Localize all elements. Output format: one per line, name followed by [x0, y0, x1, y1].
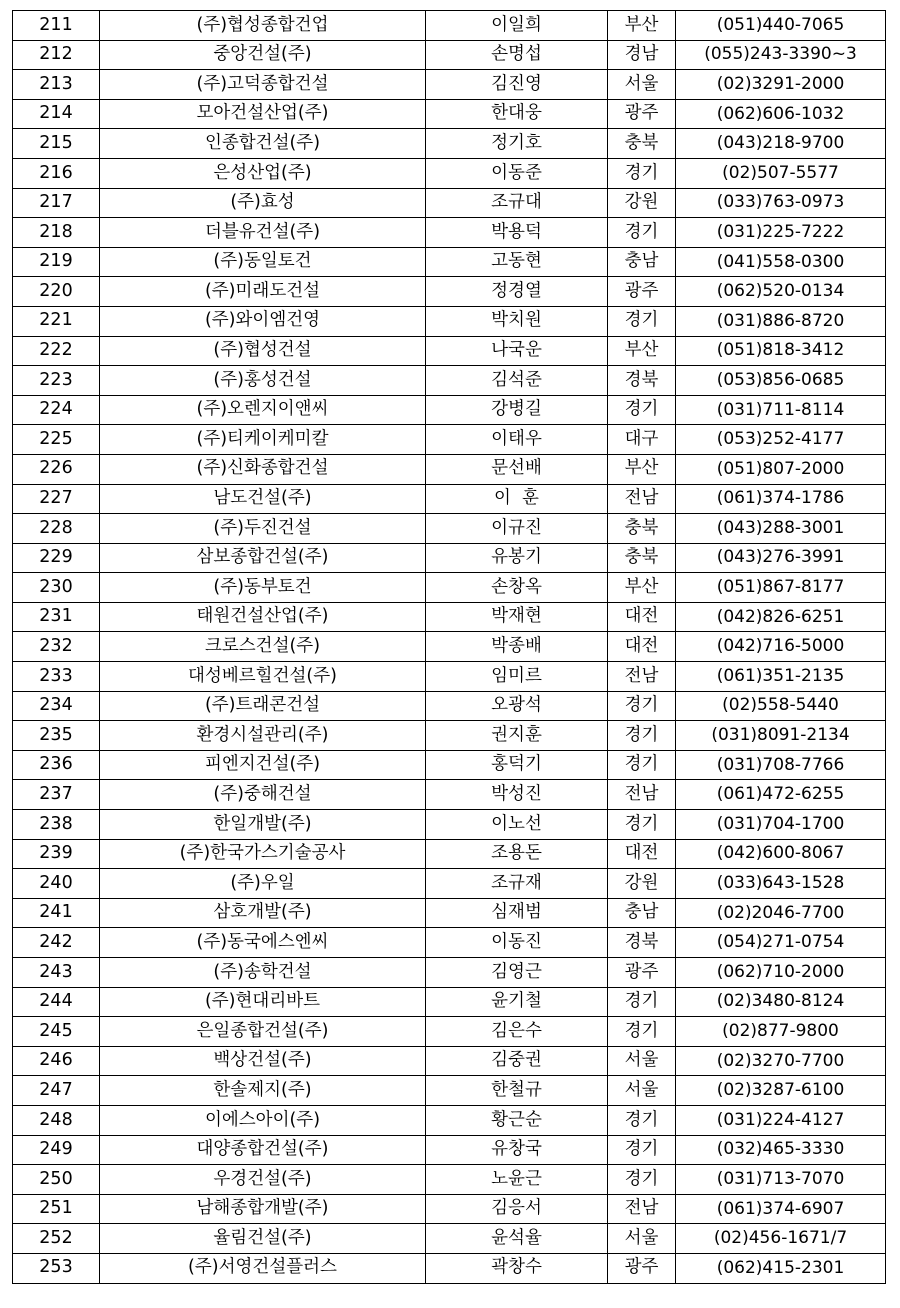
table-row	[13, 839, 886, 869]
company-name-cell: (주)효성	[100, 188, 426, 218]
row-number-cell: 217	[13, 188, 100, 218]
company-name-cell: (주)신화종합건설	[100, 454, 426, 484]
table-row	[13, 40, 886, 70]
representative-cell: 윤석율	[426, 1224, 608, 1254]
company-name-cell: 인종합건설(주)	[100, 129, 426, 159]
region-cell: 부산	[608, 573, 676, 603]
row-number-cell: 212	[13, 40, 100, 70]
company-name-cell: (주)한국가스기술공사	[100, 839, 426, 869]
row-number-cell: 213	[13, 70, 100, 100]
row-number-cell: 236	[13, 750, 100, 780]
company-name-cell: 은일종합건설(주)	[100, 1017, 426, 1047]
representative-cell: 오광석	[426, 691, 608, 721]
table-row	[13, 277, 886, 307]
region-cell: 광주	[608, 99, 676, 129]
row-number-cell: 230	[13, 573, 100, 603]
region-cell: 서울	[608, 70, 676, 100]
representative-cell: 김중권	[426, 1046, 608, 1076]
company-name-cell: 환경시설관리(주)	[100, 721, 426, 751]
company-name-cell: (주)중해건설	[100, 780, 426, 810]
phone-cell: (031)8091-2134	[676, 721, 886, 751]
representative-cell: 심재범	[426, 898, 608, 928]
table-row	[13, 987, 886, 1017]
company-name-cell: 한일개발(주)	[100, 810, 426, 840]
representative-cell: 김은수	[426, 1017, 608, 1047]
company-name-cell: 남해종합개발(주)	[100, 1194, 426, 1224]
representative-cell: 문선배	[426, 454, 608, 484]
row-number-cell: 226	[13, 454, 100, 484]
row-number-cell: 235	[13, 721, 100, 751]
representative-cell: 김진영	[426, 70, 608, 100]
company-name-cell: 대성베르힐건설(주)	[100, 662, 426, 692]
table-row	[13, 70, 886, 100]
company-name-cell: (주)고덕종합건설	[100, 70, 426, 100]
row-number-cell: 224	[13, 395, 100, 425]
phone-cell: (02)2046-7700	[676, 898, 886, 928]
company-name-cell: (주)우일	[100, 869, 426, 899]
table-row	[13, 1224, 886, 1254]
table-row	[13, 484, 886, 514]
company-name-cell: (주)미래도건설	[100, 277, 426, 307]
row-number-cell: 245	[13, 1017, 100, 1047]
table-row	[13, 1194, 886, 1224]
phone-cell: (043)288-3001	[676, 514, 886, 544]
region-cell: 경기	[608, 987, 676, 1017]
company-name-cell: (주)협성건설	[100, 336, 426, 366]
region-cell: 대전	[608, 632, 676, 662]
company-name-cell: 크로스건설(주)	[100, 632, 426, 662]
region-cell: 대구	[608, 425, 676, 455]
company-name-cell: 한솔제지(주)	[100, 1076, 426, 1106]
region-cell: 경기	[608, 1135, 676, 1165]
company-name-cell: (주)동부토건	[100, 573, 426, 603]
phone-cell: (043)276-3991	[676, 543, 886, 573]
company-name-cell: (주)홍성건설	[100, 366, 426, 396]
region-cell: 경북	[608, 928, 676, 958]
row-number-cell: 248	[13, 1105, 100, 1135]
region-cell: 경기	[608, 810, 676, 840]
phone-cell: (02)507-5577	[676, 158, 886, 188]
region-cell: 부산	[608, 454, 676, 484]
phone-cell: (061)472-6255	[676, 780, 886, 810]
region-cell: 충북	[608, 129, 676, 159]
region-cell: 대전	[608, 839, 676, 869]
representative-cell: 조규재	[426, 869, 608, 899]
table-row	[13, 129, 886, 159]
row-number-cell: 244	[13, 987, 100, 1017]
region-cell: 전남	[608, 484, 676, 514]
region-cell: 경기	[608, 1105, 676, 1135]
table-body	[13, 11, 886, 1284]
table-row	[13, 780, 886, 810]
representative-cell: 김영근	[426, 958, 608, 988]
company-name-cell: 백상건설(주)	[100, 1046, 426, 1076]
table-row	[13, 218, 886, 248]
company-name-cell: (주)티케이케미칼	[100, 425, 426, 455]
company-name-cell: 중앙건설(주)	[100, 40, 426, 70]
phone-cell: (062)415-2301	[676, 1253, 886, 1283]
region-cell: 충남	[608, 247, 676, 277]
phone-cell: (053)252-4177	[676, 425, 886, 455]
region-cell: 경기	[608, 218, 676, 248]
table-row	[13, 691, 886, 721]
representative-cell: 박재현	[426, 602, 608, 632]
row-number-cell: 229	[13, 543, 100, 573]
row-number-cell: 239	[13, 839, 100, 869]
representative-cell: 손창옥	[426, 573, 608, 603]
representative-cell: 곽창수	[426, 1253, 608, 1283]
region-cell: 전남	[608, 662, 676, 692]
phone-cell: (031)886-8720	[676, 306, 886, 336]
row-number-cell: 253	[13, 1253, 100, 1283]
phone-cell: (031)224-4127	[676, 1105, 886, 1135]
table-row	[13, 1253, 886, 1283]
company-name-cell: 우경건설(주)	[100, 1165, 426, 1195]
region-cell: 부산	[608, 11, 676, 41]
company-name-cell: 은성산업(주)	[100, 158, 426, 188]
phone-cell: (062)520-0134	[676, 277, 886, 307]
company-name-cell: 남도건설(주)	[100, 484, 426, 514]
row-number-cell: 233	[13, 662, 100, 692]
representative-cell: 노윤근	[426, 1165, 608, 1195]
row-number-cell: 249	[13, 1135, 100, 1165]
representative-cell: 박성진	[426, 780, 608, 810]
company-name-cell: 더블유건설(주)	[100, 218, 426, 248]
company-name-cell: 대양종합건설(주)	[100, 1135, 426, 1165]
row-number-cell: 238	[13, 810, 100, 840]
company-name-cell: 삼보종합건설(주)	[100, 543, 426, 573]
phone-cell: (042)600-8067	[676, 839, 886, 869]
table-row	[13, 721, 886, 751]
representative-cell: 이노선	[426, 810, 608, 840]
row-number-cell: 222	[13, 336, 100, 366]
row-number-cell: 252	[13, 1224, 100, 1254]
representative-cell: 조규대	[426, 188, 608, 218]
representative-cell: 이동준	[426, 158, 608, 188]
table-row	[13, 602, 886, 632]
company-name-cell: 피엔지건설(주)	[100, 750, 426, 780]
row-number-cell: 223	[13, 366, 100, 396]
region-cell: 경기	[608, 1165, 676, 1195]
row-number-cell: 214	[13, 99, 100, 129]
table-row	[13, 1165, 886, 1195]
table-row	[13, 11, 886, 41]
company-name-cell: 이에스아이(주)	[100, 1105, 426, 1135]
region-cell: 서울	[608, 1076, 676, 1106]
representative-cell: 유봉기	[426, 543, 608, 573]
representative-cell: 유창국	[426, 1135, 608, 1165]
company-name-cell: (주)두진건설	[100, 514, 426, 544]
phone-cell: (031)711-8114	[676, 395, 886, 425]
phone-cell: (053)856-0685	[676, 366, 886, 396]
phone-cell: (02)3480-8124	[676, 987, 886, 1017]
company-name-cell: (주)현대리바트	[100, 987, 426, 1017]
row-number-cell: 232	[13, 632, 100, 662]
row-number-cell: 225	[13, 425, 100, 455]
table-row	[13, 1017, 886, 1047]
representative-cell: 이일희	[426, 11, 608, 41]
representative-cell: 조용돈	[426, 839, 608, 869]
phone-cell: (031)704-1700	[676, 810, 886, 840]
row-number-cell: 241	[13, 898, 100, 928]
table-row	[13, 573, 886, 603]
region-cell: 광주	[608, 1253, 676, 1283]
table-row	[13, 543, 886, 573]
table-row	[13, 158, 886, 188]
representative-cell: 황근순	[426, 1105, 608, 1135]
phone-cell: (061)351-2135	[676, 662, 886, 692]
row-number-cell: 231	[13, 602, 100, 632]
region-cell: 경기	[608, 158, 676, 188]
phone-cell: (043)218-9700	[676, 129, 886, 159]
region-cell: 광주	[608, 277, 676, 307]
representative-cell: 권지훈	[426, 721, 608, 751]
row-number-cell: 211	[13, 11, 100, 41]
region-cell: 대전	[608, 602, 676, 632]
table-row	[13, 454, 886, 484]
row-number-cell: 219	[13, 247, 100, 277]
phone-cell: (033)643-1528	[676, 869, 886, 899]
company-name-cell: (주)협성종합건업	[100, 11, 426, 41]
company-name-cell: (주)동일토건	[100, 247, 426, 277]
phone-cell: (02)558-5440	[676, 691, 886, 721]
company-name-cell: 모아건설산업(주)	[100, 99, 426, 129]
phone-cell: (02)3291-2000	[676, 70, 886, 100]
table-row	[13, 632, 886, 662]
representative-cell: 이태우	[426, 425, 608, 455]
table-row	[13, 750, 886, 780]
phone-cell: (042)826-6251	[676, 602, 886, 632]
representative-cell: 김응서	[426, 1194, 608, 1224]
representative-cell: 홍덕기	[426, 750, 608, 780]
row-number-cell: 247	[13, 1076, 100, 1106]
region-cell: 충북	[608, 514, 676, 544]
company-name-cell: (주)와이엠건영	[100, 306, 426, 336]
company-name-cell: (주)오렌지이앤씨	[100, 395, 426, 425]
representative-cell: 나국운	[426, 336, 608, 366]
row-number-cell: 228	[13, 514, 100, 544]
company-name-cell: (주)서영건설플러스	[100, 1253, 426, 1283]
region-cell: 경기	[608, 1017, 676, 1047]
phone-cell: (051)440-7065	[676, 11, 886, 41]
phone-cell: (02)456-1671/7	[676, 1224, 886, 1254]
phone-cell: (041)558-0300	[676, 247, 886, 277]
row-number-cell: 250	[13, 1165, 100, 1195]
phone-cell: (055)243-3390~3	[676, 40, 886, 70]
representative-cell: 한철규	[426, 1076, 608, 1106]
row-number-cell: 237	[13, 780, 100, 810]
representative-cell: 강병길	[426, 395, 608, 425]
phone-cell: (033)763-0973	[676, 188, 886, 218]
representative-cell: 이 훈	[426, 484, 608, 514]
table-row	[13, 247, 886, 277]
representative-cell: 박용덕	[426, 218, 608, 248]
region-cell: 충남	[608, 898, 676, 928]
row-number-cell: 215	[13, 129, 100, 159]
phone-cell: (054)271-0754	[676, 928, 886, 958]
company-directory-table	[12, 10, 886, 1284]
phone-cell: (02)877-9800	[676, 1017, 886, 1047]
representative-cell: 한대웅	[426, 99, 608, 129]
table-row	[13, 1076, 886, 1106]
region-cell: 충북	[608, 543, 676, 573]
phone-cell: (051)818-3412	[676, 336, 886, 366]
phone-cell: (042)716-5000	[676, 632, 886, 662]
phone-cell: (02)3270-7700	[676, 1046, 886, 1076]
representative-cell: 정기호	[426, 129, 608, 159]
table-row	[13, 662, 886, 692]
representative-cell: 정경열	[426, 277, 608, 307]
table-row	[13, 1105, 886, 1135]
table-row	[13, 1046, 886, 1076]
region-cell: 경기	[608, 691, 676, 721]
table-row	[13, 928, 886, 958]
row-number-cell: 246	[13, 1046, 100, 1076]
region-cell: 경북	[608, 366, 676, 396]
phone-cell: (051)807-2000	[676, 454, 886, 484]
phone-cell: (031)225-7222	[676, 218, 886, 248]
phone-cell: (031)708-7766	[676, 750, 886, 780]
row-number-cell: 221	[13, 306, 100, 336]
table-row	[13, 336, 886, 366]
table-row	[13, 1135, 886, 1165]
table-row	[13, 514, 886, 544]
table-row	[13, 188, 886, 218]
representative-cell: 이규진	[426, 514, 608, 544]
region-cell: 전남	[608, 1194, 676, 1224]
representative-cell: 손명섭	[426, 40, 608, 70]
region-cell: 서울	[608, 1046, 676, 1076]
phone-cell: (032)465-3330	[676, 1135, 886, 1165]
representative-cell: 임미르	[426, 662, 608, 692]
region-cell: 강원	[608, 869, 676, 899]
phone-cell: (02)3287-6100	[676, 1076, 886, 1106]
company-name-cell: (주)송학건설	[100, 958, 426, 988]
row-number-cell: 243	[13, 958, 100, 988]
row-number-cell: 240	[13, 869, 100, 899]
row-number-cell: 218	[13, 218, 100, 248]
representative-cell: 윤기철	[426, 987, 608, 1017]
region-cell: 경기	[608, 721, 676, 751]
phone-cell: (051)867-8177	[676, 573, 886, 603]
table-row	[13, 958, 886, 988]
table-row	[13, 366, 886, 396]
table-row	[13, 898, 886, 928]
table-row	[13, 99, 886, 129]
row-number-cell: 220	[13, 277, 100, 307]
region-cell: 광주	[608, 958, 676, 988]
company-name-cell: (주)트래콘건설	[100, 691, 426, 721]
table-row	[13, 395, 886, 425]
phone-cell: (062)710-2000	[676, 958, 886, 988]
table-row	[13, 810, 886, 840]
phone-cell: (031)713-7070	[676, 1165, 886, 1195]
company-name-cell: 삼호개발(주)	[100, 898, 426, 928]
company-name-cell: 율림건설(주)	[100, 1224, 426, 1254]
representative-cell: 고동현	[426, 247, 608, 277]
row-number-cell: 242	[13, 928, 100, 958]
company-name-cell: 태원건설산업(주)	[100, 602, 426, 632]
table-row	[13, 306, 886, 336]
row-number-cell: 234	[13, 691, 100, 721]
region-cell: 경기	[608, 306, 676, 336]
region-cell: 경남	[608, 40, 676, 70]
region-cell: 경기	[608, 395, 676, 425]
company-name-cell: (주)동국에스엔씨	[100, 928, 426, 958]
row-number-cell: 227	[13, 484, 100, 514]
representative-cell: 이동진	[426, 928, 608, 958]
phone-cell: (061)374-1786	[676, 484, 886, 514]
region-cell: 전남	[608, 780, 676, 810]
representative-cell: 박종배	[426, 632, 608, 662]
region-cell: 부산	[608, 336, 676, 366]
row-number-cell: 251	[13, 1194, 100, 1224]
row-number-cell: 216	[13, 158, 100, 188]
representative-cell: 김석준	[426, 366, 608, 396]
representative-cell: 박치원	[426, 306, 608, 336]
phone-cell: (061)374-6907	[676, 1194, 886, 1224]
region-cell: 경기	[608, 750, 676, 780]
table-row	[13, 869, 886, 899]
region-cell: 서울	[608, 1224, 676, 1254]
table-row	[13, 425, 886, 455]
region-cell: 강원	[608, 188, 676, 218]
phone-cell: (062)606-1032	[676, 99, 886, 129]
